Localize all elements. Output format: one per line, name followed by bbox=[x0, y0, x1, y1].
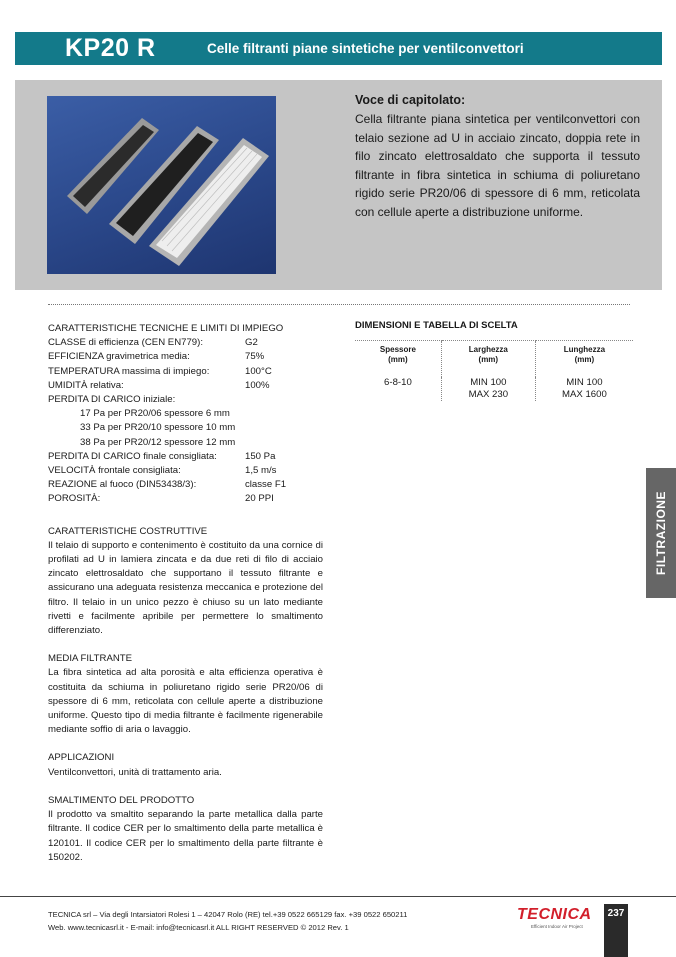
spec-row bbox=[48, 478, 323, 492]
spec-row bbox=[48, 492, 323, 506]
dimensions-table bbox=[355, 340, 633, 401]
footer-company-info bbox=[48, 908, 407, 934]
spec-key: PERDITA DI CARICO finale consigliata: bbox=[48, 450, 217, 462]
spec-key: POROSITÀ: bbox=[48, 493, 101, 505]
product-code: KP20 R bbox=[65, 34, 156, 62]
pressure-drop-item: 33 Pa per PR20/10 spessore 10 mm bbox=[80, 422, 236, 434]
page-number-box bbox=[604, 904, 628, 957]
hero-panel bbox=[15, 80, 662, 290]
spec-row bbox=[48, 379, 323, 393]
applications-title: APPLICAZIONI bbox=[48, 752, 115, 764]
section-side-tab bbox=[646, 468, 676, 598]
table-header-row bbox=[355, 341, 633, 378]
spec-value: 150 Pa bbox=[245, 450, 276, 462]
disposal-title: SMALTIMENTO DEL PRODOTTO bbox=[48, 794, 195, 806]
footer-line-2: Web. www.tecnicasrl.it - E-mail: info@tecnicasrl.it ALL RIGHT RESERVED © 2012 Rev. 1 bbox=[48, 923, 349, 932]
footer-line-1: TECNICA srl – Via degli Intarsiatori Rolesi 1 – 42047 Rolo (RE) tel.+39 0522 665129 fax. +39 0522 650211 bbox=[48, 910, 408, 919]
column-header: Lunghezza (mm) bbox=[535, 341, 633, 378]
product-photo bbox=[47, 96, 276, 274]
pressure-drop-item: 17 Pa per PR20/06 spessore 6 mm bbox=[80, 408, 230, 420]
filter-panels-illustration bbox=[47, 96, 276, 274]
spec-key: VELOCITÀ frontale consigliata: bbox=[48, 465, 181, 477]
specs-title: CARATTERISTICHE TECNICHE E LIMITI DI IMPIEGO bbox=[48, 323, 284, 334]
logo-brand: TECNICA bbox=[517, 906, 592, 923]
spec-value: 20 PPI bbox=[245, 493, 274, 505]
spec-row bbox=[48, 365, 323, 379]
spec-row bbox=[48, 464, 323, 478]
section-divider bbox=[48, 304, 630, 305]
column-header: Spessore (mm) bbox=[355, 341, 441, 378]
footer-divider bbox=[0, 896, 676, 897]
spec-key: REAZIONE al fuoco (DIN53438/3): bbox=[48, 479, 197, 491]
applications-text: Ventilconvettori, unità di trattamento aria. bbox=[48, 766, 222, 778]
dimensions-title: DIMENSIONI E TABELLA DI SCELTA bbox=[355, 320, 518, 331]
spec-value: G2 bbox=[245, 337, 258, 349]
spec-value: classe F1 bbox=[245, 479, 287, 491]
disposal-text: Il prodotto va smaltito separando la parte metallica dalla parte filtrante. Il codice CER per lo smaltimento della parte metallica è 120101. Il codice CER per lo smaltimento della parte filtrante è 150202. bbox=[48, 809, 323, 863]
media-text: La fibra sintetica ad alta porosità e alta efficienza operativa è costituita da schiuma in poliuretano rigido serie PR20/06 di spessore di 6 mm, reticolata con cellule aperte a distribuzione uniforme. Questo tipo di media filtrante è facilmente rigenerabile mediante soffio di aria o lavaggio. bbox=[48, 667, 323, 736]
page-number: 237 bbox=[607, 908, 625, 919]
spec-key: UMIDITÀ relativa: bbox=[48, 379, 124, 391]
construction-text: Il telaio di supporto e contenimento è costituito da una cornice di profilati ad U in lamiera zincata e da due reti di filo di acciaio zincato elettrosaldato che supportano il tessuto filtrante e assicurano una adeguata resistenza meccanica e protezione del filtro. Il telaio in un unico pezzo è chiuso su un lato mediante rivetti e facilmente apribile per permettere lo smaltimento differenziato. bbox=[48, 539, 323, 637]
table-cell: MIN 100 MAX 230 bbox=[441, 377, 535, 401]
spec-value: 100% bbox=[245, 379, 270, 391]
spec-row bbox=[48, 350, 323, 364]
spec-key: EFFICIENZA gravimetrica media: bbox=[48, 351, 190, 363]
spec-key: CLASSE di efficienza (CEN EN779): bbox=[48, 337, 203, 349]
side-tab-label: FILTRAZIONE bbox=[654, 491, 668, 575]
logo-tagline: Efficient Indoor Air Project bbox=[531, 924, 583, 929]
voce-title: Voce di capitolato: bbox=[355, 93, 466, 107]
voce-text: Cella filtrante piana sintetica per ventilconvettori con telaio sezione ad U in acciaio zincato, doppia rete in filo zincato elettrosaldato che supporta il tessuto filtrante in fibra sintetica in schiuma di poliuretano rigido serie PR20/06 di spessore di 6 mm, reticolata con cellule aperte a distribuzione uniforme. bbox=[355, 112, 640, 219]
spec-row bbox=[48, 450, 323, 464]
construction-title: CARATTERISTICHE COSTRUTTIVE bbox=[48, 525, 208, 537]
spec-value: 1,5 m/s bbox=[245, 465, 277, 477]
column-header: Larghezza (mm) bbox=[441, 341, 535, 378]
table-cell: MIN 100 MAX 1600 bbox=[535, 377, 633, 401]
table-row bbox=[355, 377, 633, 401]
left-column bbox=[48, 322, 323, 865]
dimensions-section bbox=[355, 320, 633, 400]
spec-row bbox=[48, 336, 323, 350]
table-cell: 6-8-10 bbox=[384, 377, 412, 388]
pressure-drop-item: 38 Pa per PR20/12 spessore 12 mm bbox=[80, 436, 236, 448]
specification-text-block bbox=[355, 93, 640, 221]
spec-value: 100°C bbox=[245, 365, 272, 377]
pressure-drop-label: PERDITA DI CARICO iniziale: bbox=[48, 394, 176, 406]
product-subtitle: Celle filtranti piane sintetiche per ventilconvettori bbox=[207, 41, 524, 56]
media-title: MEDIA FILTRANTE bbox=[48, 653, 133, 665]
tecnica-logo bbox=[517, 906, 592, 929]
spec-value: 75% bbox=[245, 351, 265, 363]
spec-key: TEMPERATURA massima di impiego: bbox=[48, 365, 210, 377]
title-bar bbox=[15, 32, 662, 65]
